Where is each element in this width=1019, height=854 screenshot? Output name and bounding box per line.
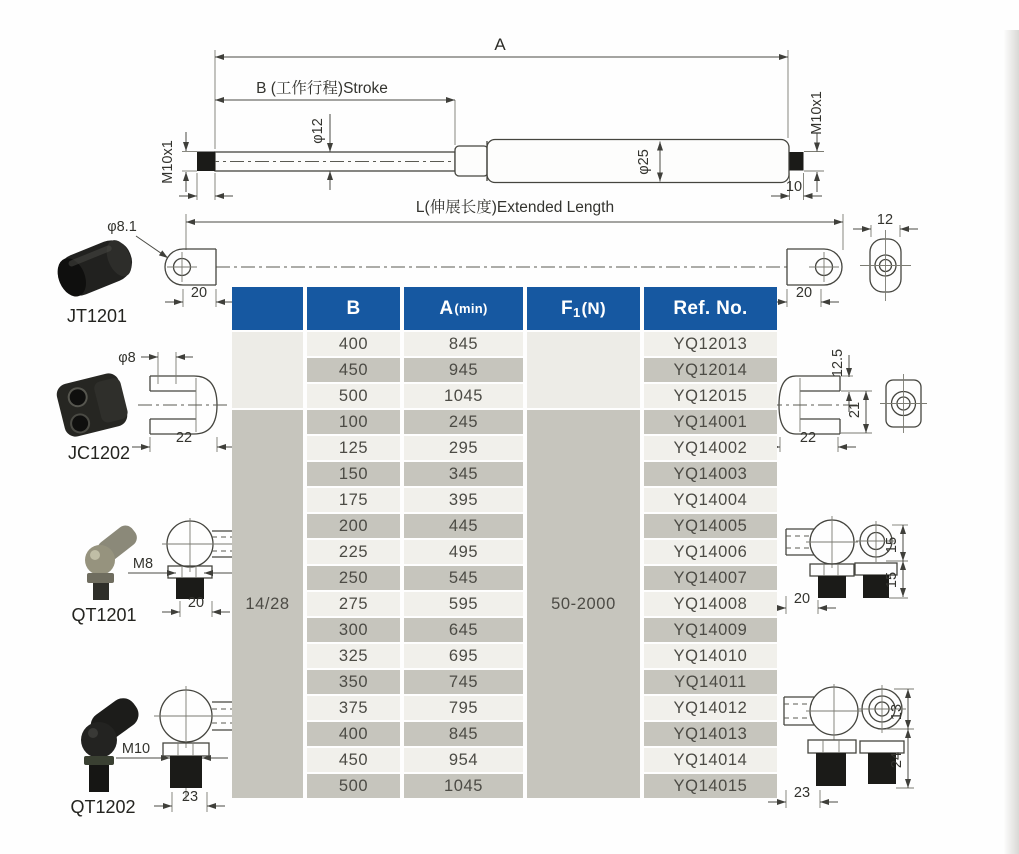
table-header-col0 (232, 287, 303, 330)
tube-dia-label: φ25 (636, 149, 652, 175)
amin-cell (404, 488, 523, 512)
ref-cell (644, 488, 777, 512)
ref-cell (644, 514, 777, 538)
stroke-cell (307, 358, 400, 382)
cell-text: 445 (448, 516, 479, 535)
dim-arrowhead (167, 570, 176, 576)
ref-cell (644, 540, 777, 564)
ref-cell (644, 774, 777, 798)
ball-m10-len-dim: 23 (793, 785, 811, 801)
cell-text: 100 (338, 412, 369, 431)
dim-arrowhead (838, 444, 847, 450)
cell-text: 300 (338, 620, 369, 639)
amin-cell (404, 358, 523, 382)
stroke-cell (307, 670, 400, 694)
cell-text: YQ14015 (673, 776, 748, 795)
dim-arrowhead (900, 552, 906, 561)
qt1201-thread-dim: M8 (132, 556, 154, 572)
cell-text: YQ14008 (673, 594, 748, 613)
stroke-cell (307, 384, 400, 408)
dim-arrowhead (905, 720, 911, 729)
dim-arrowhead (900, 525, 906, 534)
dim-arrowhead (217, 444, 226, 450)
amin-cell (404, 436, 523, 460)
ref-cell (644, 644, 777, 668)
cell-text: 495 (448, 542, 479, 561)
dim-arrowhead (215, 54, 224, 60)
cell-text: 150 (338, 464, 369, 483)
thread-block-left (197, 152, 215, 172)
cell-text: 350 (338, 672, 369, 691)
qt1202-thread-dim: M10 (121, 741, 151, 757)
ref-cell (644, 410, 777, 434)
qt1201-drawing (128, 518, 246, 617)
dim-arrowhead (215, 193, 224, 199)
cell-text: YQ12013 (673, 334, 748, 353)
cell-text: YQ14005 (673, 516, 748, 535)
stroke-cell (307, 462, 400, 486)
cell-text: YQ12015 (673, 386, 748, 405)
cell-text: YQ14009 (673, 620, 748, 639)
jc1202-photo (54, 371, 130, 439)
cell-text: YQ14013 (673, 724, 748, 743)
cell-text: 1045 (443, 776, 484, 795)
qt1202-len-dim: 23 (181, 789, 199, 805)
dim-arrowhead (814, 143, 820, 152)
ref-cell (644, 462, 777, 486)
dim-arrowhead (900, 561, 906, 570)
cell-text: YQ14010 (673, 646, 748, 665)
amin-cell (404, 748, 523, 772)
ball-m8-dim-15a: 15 (884, 536, 900, 554)
stroke-cell (307, 618, 400, 642)
ref-cell (644, 722, 777, 746)
cell-text: (min) (454, 301, 488, 316)
dim-arrowhead (900, 588, 906, 597)
dim-arrowhead (446, 97, 455, 103)
cell-text: 845 (448, 724, 479, 743)
cell-text: 450 (338, 360, 369, 379)
stroke-cell (307, 748, 400, 772)
ref-cell (644, 358, 777, 382)
spec-table (232, 287, 777, 800)
dim-arrowhead (862, 226, 871, 232)
stroke-cell (307, 488, 400, 512)
cell-text: (N) (581, 298, 606, 318)
cell-text: 175 (338, 490, 369, 509)
cell-text: 745 (448, 672, 479, 691)
cell-text: 345 (448, 464, 479, 483)
cell-text: 125 (338, 438, 369, 457)
ball-m10-dim-24: 24 (889, 751, 905, 769)
cell-text: 1 (572, 305, 581, 320)
cell-text: 250 (338, 568, 369, 587)
ref-cell (644, 436, 777, 460)
dim-arrowhead (327, 143, 333, 152)
cell-text: 225 (338, 542, 369, 561)
amin-cell (404, 566, 523, 590)
right-ball-m10-drawing (768, 684, 914, 808)
thread-block-right (790, 152, 804, 171)
cell-text: YQ14001 (673, 412, 748, 431)
table-header-col1 (307, 287, 400, 330)
stroke-cell (307, 774, 400, 798)
cell-text: 400 (338, 724, 369, 743)
cell-text: 845 (448, 334, 479, 353)
cell-text: 695 (448, 646, 479, 665)
dim-arrowhead (327, 171, 333, 180)
cell-text: 245 (448, 412, 479, 431)
cell-text: 400 (338, 334, 369, 353)
thread-left-label: M10x1 (160, 140, 176, 184)
ref-cell (644, 696, 777, 720)
cell-text: 595 (448, 594, 479, 613)
amin-cell (404, 722, 523, 746)
stroke-cell (307, 592, 400, 616)
stroke-cell (307, 514, 400, 538)
cell-text: 500 (338, 776, 369, 795)
clevis-prong-dim: 12.5 (830, 348, 846, 378)
eyelet-end-width: 12 (876, 212, 894, 228)
cell-text: 1045 (443, 386, 484, 405)
cell-text: 325 (338, 646, 369, 665)
dim-arrowhead (778, 299, 787, 305)
cell-text: 645 (448, 620, 479, 639)
stroke-cell (307, 722, 400, 746)
collar (455, 146, 488, 176)
cell-text: 50-2000 (551, 594, 616, 613)
jc1202-width-dim: 22 (175, 430, 193, 446)
amin-cell (404, 332, 523, 356)
group-0-b-span-cell (232, 332, 303, 408)
jc1202-hole-dia: φ8 (118, 350, 136, 366)
dim-b-label: B (工作行程)Stroke (256, 80, 388, 97)
dim-arrowhead (215, 97, 224, 103)
amin-cell (404, 462, 523, 486)
right-clevis-drawing (762, 349, 927, 452)
amin-cell (404, 540, 523, 564)
dim-arrowhead (216, 299, 225, 305)
amin-cell (404, 618, 523, 642)
dim-arrowhead (777, 799, 786, 805)
eyelet-hole-dia: φ8.1 (107, 219, 137, 235)
ball-m8-len-dim: 20 (793, 591, 811, 607)
cell-text: YQ14007 (673, 568, 748, 587)
dim-arrowhead (863, 424, 869, 433)
cell-text: 275 (338, 594, 369, 613)
table-header-col3 (527, 287, 640, 330)
jc1202-label: JC1202 (67, 443, 131, 463)
dim-arrowhead (863, 391, 869, 400)
cell-text: 395 (448, 490, 479, 509)
amin-cell (404, 774, 523, 798)
cell-text: A (439, 297, 454, 319)
cell-text: YQ14004 (673, 490, 748, 509)
qt1202-drawing (116, 686, 250, 812)
dim-arrowhead (163, 803, 172, 809)
thread-right-label: M10x1 (809, 91, 825, 135)
ball-m8-dim-15b: 15 (884, 571, 900, 589)
dim-arrowhead (176, 354, 185, 360)
jt1201-photo (52, 234, 138, 301)
rod-dia-label: φ12 (310, 118, 326, 144)
left-eyelet-dim: 20 (190, 285, 208, 301)
dim-arrowhead (779, 54, 788, 60)
cell-text: 545 (448, 568, 479, 587)
dim-a-label: A (494, 35, 506, 54)
amin-cell (404, 670, 523, 694)
amin-cell (404, 644, 523, 668)
clevis-span-dim: 21 (847, 401, 863, 419)
stroke-cell (307, 410, 400, 434)
gas-spring-drawing (160, 35, 843, 250)
stroke-cell (307, 644, 400, 668)
dim-arrowhead (204, 570, 213, 576)
dim-arrowhead (183, 142, 189, 151)
dim-arrowhead (149, 354, 158, 360)
dim-arrowhead (834, 219, 843, 225)
dim-arrowhead (186, 219, 195, 225)
cell-text: 945 (448, 360, 479, 379)
dim-arrowhead (212, 609, 221, 615)
table-header-col4 (644, 287, 777, 330)
dim-arrowhead (814, 172, 820, 181)
cell-text: 500 (338, 386, 369, 405)
cell-text: YQ14006 (673, 542, 748, 561)
cell-text: F (561, 297, 573, 319)
dim-arrowhead (777, 605, 786, 611)
dim-arrowhead (141, 444, 150, 450)
jt1201-label: JT1201 (66, 306, 128, 326)
ref-cell (644, 670, 777, 694)
dim-arrowhead (905, 689, 911, 698)
amin-cell (404, 696, 523, 720)
cell-text: 954 (448, 750, 479, 769)
group-1-force-span-cell (527, 410, 640, 798)
cell-text: Ref. No. (673, 297, 748, 319)
dim-arrowhead (820, 799, 829, 805)
table-header-col2 (404, 287, 523, 330)
amin-cell (404, 592, 523, 616)
ball-m10-dim-13: 13 (889, 703, 905, 721)
qt1202-label: QT1202 (70, 797, 136, 817)
right-eyelet-dim: 20 (795, 285, 813, 301)
cell-text: 295 (448, 438, 479, 457)
right-ball-m8-drawing (768, 516, 908, 614)
qt1201-label: QT1201 (71, 605, 137, 625)
page-edge-shadow (1003, 30, 1019, 854)
amin-cell (404, 514, 523, 538)
thread-len-label: 10 (785, 179, 803, 195)
dim-arrowhead (159, 250, 168, 258)
stroke-cell (307, 566, 400, 590)
cell-text: 795 (448, 698, 479, 717)
cell-text: YQ14014 (673, 750, 748, 769)
ref-cell (644, 384, 777, 408)
dim-arrowhead (900, 226, 909, 232)
cell-text: YQ12014 (673, 360, 748, 379)
qt1201-len-dim: 20 (187, 595, 205, 611)
group-1-b-span-cell (232, 410, 303, 798)
dim-arrowhead (818, 605, 827, 611)
dim-arrowhead (188, 193, 197, 199)
cell-text: YQ14011 (674, 672, 747, 691)
dim-arrowhead (846, 392, 852, 401)
dim-arrowhead (804, 193, 813, 199)
stroke-cell (307, 436, 400, 460)
amin-cell (404, 410, 523, 434)
cell-text: B (346, 297, 361, 319)
ref-cell (644, 566, 777, 590)
clevis-width-dim: 22 (799, 430, 817, 446)
cell-text: 450 (338, 750, 369, 769)
dim-arrowhead (171, 609, 180, 615)
dim-arrowhead (174, 299, 183, 305)
cell-text: 375 (338, 698, 369, 717)
dim-arrowhead (821, 299, 830, 305)
ref-cell (644, 592, 777, 616)
dim-arrowhead (183, 172, 189, 181)
ref-cell (644, 748, 777, 772)
stroke-cell (307, 696, 400, 720)
cell-text: YQ14012 (673, 698, 748, 717)
ref-cell (644, 618, 777, 642)
dim-arrowhead (905, 779, 911, 788)
group-0-force-span-cell (527, 332, 640, 408)
cell-text: 14/28 (245, 594, 290, 613)
stroke-cell (307, 540, 400, 564)
dim-l-label: L(伸展长度)Extended Length (415, 199, 615, 216)
stroke-cell (307, 332, 400, 356)
dim-arrowhead (905, 729, 911, 738)
cell-text: 200 (338, 516, 369, 535)
dim-arrowhead (207, 803, 216, 809)
amin-cell (404, 384, 523, 408)
ref-cell (644, 332, 777, 356)
cell-text: YQ14003 (673, 464, 748, 483)
cell-text: YQ14002 (673, 438, 748, 457)
jc1202-drawing (118, 350, 235, 452)
